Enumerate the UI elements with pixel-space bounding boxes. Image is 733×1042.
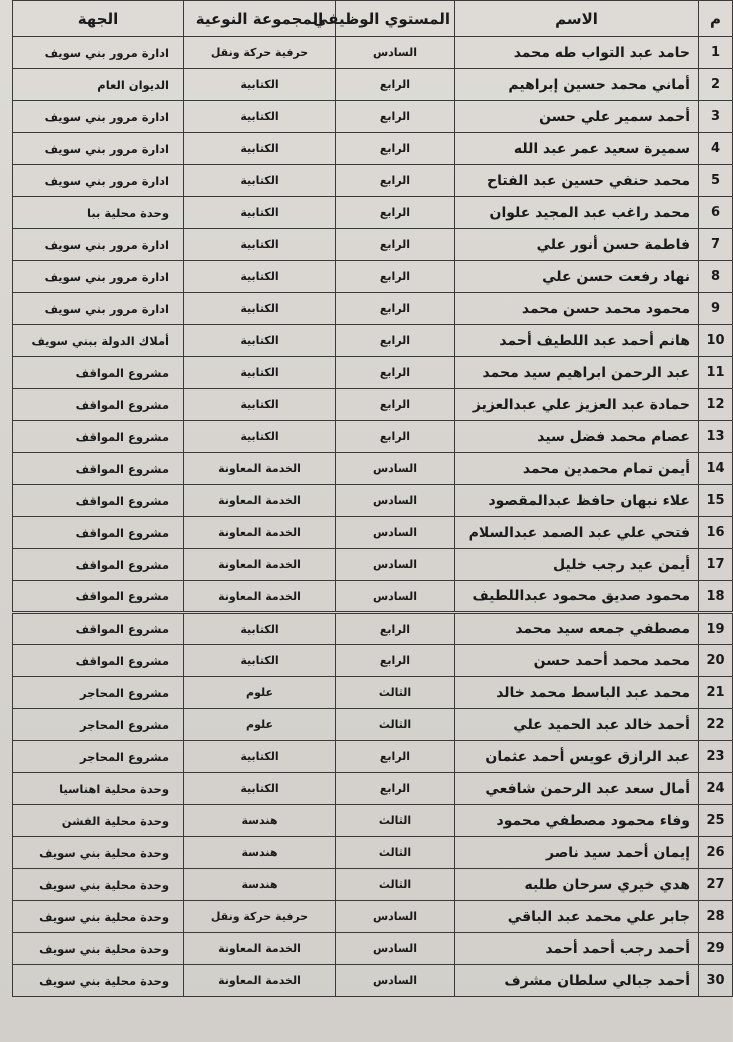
table-row (13, 773, 733, 805)
cell-num: 13 (699, 421, 733, 453)
cell-num: 22 (699, 709, 733, 741)
cell-group: الكتابية (184, 165, 336, 197)
cell-entity: مشروع المحاجر (13, 677, 184, 709)
cell-num: 24 (699, 773, 733, 805)
cell-name: علاء نبهان حافظ عبدالمقصود (455, 485, 699, 517)
cell-name: محمد راغب عبد المجيد علوان (455, 197, 699, 229)
cell-level: الرابع (336, 69, 455, 101)
cell-name: أحمد خالد عبد الحميد علي (455, 709, 699, 741)
cell-name: إيمان أحمد سيد ناصر (455, 837, 699, 869)
cell-entity: أملاك الدولة ببني سويف (13, 325, 184, 357)
table-row (13, 421, 733, 453)
cell-name: حامد عبد التواب طه محمد (455, 37, 699, 69)
table-header-row (13, 1, 733, 37)
cell-level: الثالث (336, 805, 455, 837)
table-row (13, 677, 733, 709)
cell-entity: ادارة مرور بني سويف (13, 37, 184, 69)
cell-group: الكتابية (184, 101, 336, 133)
cell-entity: وحدة محلية بني سويف (13, 933, 184, 965)
cell-num: 25 (699, 805, 733, 837)
cell-name: محمود صديق محمود عبداللطيف (455, 581, 699, 613)
table-row (13, 869, 733, 901)
cell-level: الثالث (336, 869, 455, 901)
cell-name: محمد محمد أحمد حسن (455, 645, 699, 677)
cell-name: نهاد رفعت حسن علي (455, 261, 699, 293)
cell-name: فتحي علي عبد الصمد عبدالسلام (455, 517, 699, 549)
cell-entity: وحدة محلية بني سويف (13, 901, 184, 933)
cell-group: الخدمة المعاونة (184, 517, 336, 549)
cell-group: الكتابية (184, 69, 336, 101)
cell-name: عبد الرازق عويس أحمد عثمان (455, 741, 699, 773)
cell-group: الكتابية (184, 357, 336, 389)
cell-group: الكتابية (184, 197, 336, 229)
table-body (13, 37, 733, 997)
cell-group: حرفية حركة ونقل (184, 37, 336, 69)
cell-entity: ادارة مرور بني سويف (13, 101, 184, 133)
cell-group: الكتابية (184, 133, 336, 165)
table-row (13, 325, 733, 357)
cell-name: مصطفي جمعه سيد محمد (455, 613, 699, 645)
table-row (13, 261, 733, 293)
cell-num: 26 (699, 837, 733, 869)
cell-name: جابر علي محمد عبد الباقي (455, 901, 699, 933)
cell-entity: مشروع المواقف (13, 453, 184, 485)
table-row (13, 485, 733, 517)
cell-level: السادس (336, 549, 455, 581)
cell-entity: وحدة محلية الفشن (13, 805, 184, 837)
header-name: الاسم (455, 1, 699, 37)
cell-group: هندسة (184, 869, 336, 901)
cell-level: السادس (336, 453, 455, 485)
table-row (13, 37, 733, 69)
cell-entity: مشروع المحاجر (13, 709, 184, 741)
cell-name: وفاء محمود مصطفي محمود (455, 805, 699, 837)
cell-entity: وحدة محلية ببا (13, 197, 184, 229)
cell-name: حمادة عبد العزيز علي عبدالعزيز (455, 389, 699, 421)
cell-group: الخدمة المعاونة (184, 581, 336, 613)
cell-num: 1 (699, 37, 733, 69)
cell-group: الكتابية (184, 325, 336, 357)
employee-table (12, 0, 733, 997)
table-row (13, 229, 733, 261)
cell-num: 9 (699, 293, 733, 325)
cell-num: 14 (699, 453, 733, 485)
cell-name: عبد الرحمن ابراهيم سيد محمد (455, 357, 699, 389)
cell-entity: ادارة مرور بني سويف (13, 229, 184, 261)
cell-name: هانم أحمد عبد اللطيف أحمد (455, 325, 699, 357)
table-row (13, 197, 733, 229)
cell-level: السادس (336, 517, 455, 549)
cell-group: حرفية حركة ونقل (184, 901, 336, 933)
table-row (13, 165, 733, 197)
cell-num: 16 (699, 517, 733, 549)
cell-entity: مشروع المواقف (13, 613, 184, 645)
cell-name: أيمن عيد رجب خليل (455, 549, 699, 581)
cell-name: أيمن تمام محمدين محمد (455, 453, 699, 485)
cell-level: الرابع (336, 421, 455, 453)
cell-level: السادس (336, 965, 455, 997)
cell-num: 20 (699, 645, 733, 677)
cell-num: 6 (699, 197, 733, 229)
table-row (13, 453, 733, 485)
cell-level: الرابع (336, 389, 455, 421)
cell-group: الخدمة المعاونة (184, 965, 336, 997)
cell-num: 30 (699, 965, 733, 997)
cell-level: السادس (336, 581, 455, 613)
cell-name: هدي خيري سرحان طلبه (455, 869, 699, 901)
cell-entity: مشروع المواقف (13, 645, 184, 677)
cell-level: الرابع (336, 773, 455, 805)
cell-level: الرابع (336, 741, 455, 773)
cell-group: الكتابية (184, 421, 336, 453)
cell-group: الكتابية (184, 613, 336, 645)
cell-name: سميرة سعيد عمر عبد الله (455, 133, 699, 165)
cell-entity: مشروع المواقف (13, 549, 184, 581)
cell-num: 3 (699, 101, 733, 133)
cell-entity: وحدة محلية اهناسيا (13, 773, 184, 805)
cell-level: الرابع (336, 133, 455, 165)
cell-level: الرابع (336, 261, 455, 293)
cell-entity: وحدة محلية بني سويف (13, 869, 184, 901)
cell-num: 21 (699, 677, 733, 709)
cell-name: محمد عبد الباسط محمد خالد (455, 677, 699, 709)
table-row (13, 101, 733, 133)
cell-num: 10 (699, 325, 733, 357)
cell-name: عصام محمد فضل سيد (455, 421, 699, 453)
table-row (13, 805, 733, 837)
cell-group: الكتابية (184, 389, 336, 421)
cell-level: السادس (336, 37, 455, 69)
cell-num: 7 (699, 229, 733, 261)
cell-entity: مشروع المحاجر (13, 741, 184, 773)
table-row (13, 517, 733, 549)
table-row (13, 933, 733, 965)
cell-entity: الديوان العام (13, 69, 184, 101)
cell-level: الرابع (336, 645, 455, 677)
cell-num: 27 (699, 869, 733, 901)
table-row (13, 549, 733, 581)
cell-num: 28 (699, 901, 733, 933)
cell-num: 5 (699, 165, 733, 197)
cell-num: 4 (699, 133, 733, 165)
cell-entity: ادارة مرور بني سويف (13, 293, 184, 325)
table-row (13, 389, 733, 421)
cell-level: السادس (336, 485, 455, 517)
cell-level: الرابع (336, 101, 455, 133)
cell-name: محمد حنفي حسين عبد الفتاح (455, 165, 699, 197)
header-group: المجموعة النوعية (184, 1, 336, 37)
cell-level: الرابع (336, 197, 455, 229)
cell-name: فاطمة حسن أنور علي (455, 229, 699, 261)
cell-group: علوم (184, 677, 336, 709)
cell-entity: ادارة مرور بني سويف (13, 133, 184, 165)
cell-entity: مشروع المواقف (13, 517, 184, 549)
cell-level: الرابع (336, 293, 455, 325)
cell-num: 18 (699, 581, 733, 613)
cell-group: علوم (184, 709, 336, 741)
cell-name: أماني محمد حسين إبراهيم (455, 69, 699, 101)
table-row (13, 133, 733, 165)
cell-group: الخدمة المعاونة (184, 933, 336, 965)
cell-level: السادس (336, 933, 455, 965)
cell-group: هندسة (184, 837, 336, 869)
cell-entity: ادارة مرور بني سويف (13, 165, 184, 197)
cell-entity: ادارة مرور بني سويف (13, 261, 184, 293)
cell-num: 12 (699, 389, 733, 421)
cell-level: الرابع (336, 357, 455, 389)
table-row (13, 837, 733, 869)
cell-num: 2 (699, 69, 733, 101)
cell-level: الرابع (336, 613, 455, 645)
cell-group: الكتابية (184, 773, 336, 805)
table-row (13, 357, 733, 389)
cell-group: هندسة (184, 805, 336, 837)
cell-num: 11 (699, 357, 733, 389)
cell-num: 8 (699, 261, 733, 293)
cell-num: 17 (699, 549, 733, 581)
table-row (13, 901, 733, 933)
cell-level: الثالث (336, 837, 455, 869)
cell-level: الرابع (336, 165, 455, 197)
cell-group: الخدمة المعاونة (184, 453, 336, 485)
cell-entity: وحدة محلية بني سويف (13, 965, 184, 997)
cell-name: محمود محمد حسن محمد (455, 293, 699, 325)
cell-group: الكتابية (184, 261, 336, 293)
header-level: المستوي الوظيفي (336, 1, 455, 37)
cell-group: الخدمة المعاونة (184, 485, 336, 517)
table-row (13, 645, 733, 677)
cell-name: أمال سعد عبد الرحمن شافعي (455, 773, 699, 805)
cell-name: أحمد رجب أحمد أحمد (455, 933, 699, 965)
cell-num: 19 (699, 613, 733, 645)
cell-num: 29 (699, 933, 733, 965)
table-row (13, 613, 733, 645)
cell-entity: مشروع المواقف (13, 421, 184, 453)
cell-entity: مشروع المواقف (13, 581, 184, 613)
cell-entity: مشروع المواقف (13, 485, 184, 517)
cell-num: 23 (699, 741, 733, 773)
table-row (13, 293, 733, 325)
cell-name: أحمد سمير علي حسن (455, 101, 699, 133)
cell-group: الكتابية (184, 645, 336, 677)
cell-level: السادس (336, 901, 455, 933)
cell-num: 15 (699, 485, 733, 517)
table-row (13, 581, 733, 613)
table-row (13, 741, 733, 773)
header-entity: الجهة (13, 1, 184, 37)
cell-group: الكتابية (184, 293, 336, 325)
cell-level: الثالث (336, 677, 455, 709)
cell-level: الرابع (336, 325, 455, 357)
table-row (13, 69, 733, 101)
table-row (13, 965, 733, 997)
cell-entity: مشروع المواقف (13, 389, 184, 421)
table-row (13, 709, 733, 741)
cell-entity: وحدة محلية بني سويف (13, 837, 184, 869)
cell-name: أحمد جبالي سلطان مشرف (455, 965, 699, 997)
cell-group: الكتابية (184, 229, 336, 261)
header-num: م (699, 1, 733, 37)
cell-level: الرابع (336, 229, 455, 261)
cell-entity: مشروع المواقف (13, 357, 184, 389)
cell-group: الخدمة المعاونة (184, 549, 336, 581)
cell-level: الثالث (336, 709, 455, 741)
cell-group: الكتابية (184, 741, 336, 773)
